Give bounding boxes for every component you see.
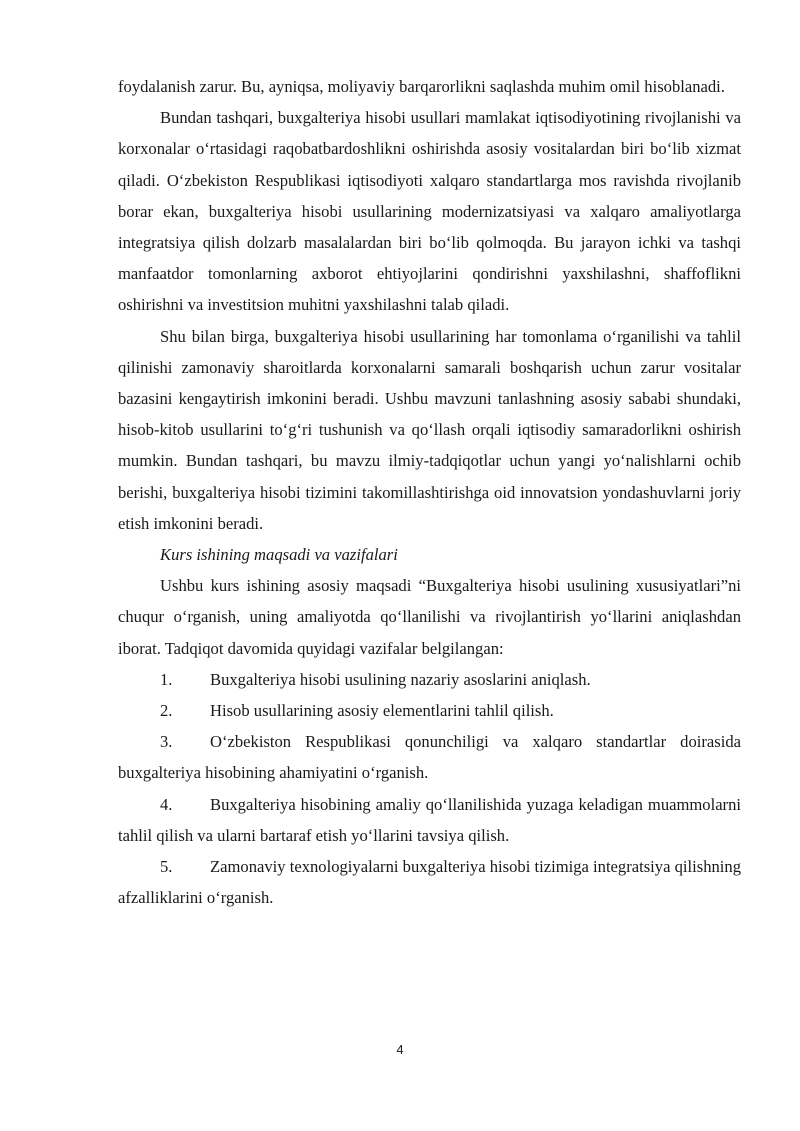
task-number: 1. <box>160 669 173 689</box>
paragraph-topic-relevance: Shu bilan birga, buxgalteriya hisobi usullarining har tomonlama o‘rganilishi va tahlil qilinishi zamonaviy sharoitlarda korxonalarni samarali boshqarish uchun zarur vositalar bazasini kengaytirish imkonini beradi. Ushbu mavzuni tanlashning asosiy sababi shundaki, hisob-kitob usullarini to‘g‘ri tushunish va qo‘llash orqali iqtisodiy samaradorlikni oshirish mumkin. Bundan tashqari, bu mavzu ilmiy-tadqiqotlar uchun yangi yo‘nalishlarni ochib berishi, buxgalteriya hisobi tizimini takomillashtirishga oid innovatsion yondashuvlarni joriy etish imkonini beradi. <box>118 326 741 533</box>
task-item-3 <box>118 726 741 788</box>
paragraph-continuation: foydalanish zarur. Bu, ayniqsa, moliyaviy barqarorlikni saqlashda muhim omil hisoblanadi. <box>118 77 725 96</box>
task-item-2 <box>118 695 741 726</box>
task-text: Hisob usullarining asosiy elementlarini tahlil qilish. <box>210 701 554 721</box>
task-text: Buxgalteriya hisobining amaliy qo‘llanilishida yuzaga keladigan muammolarni tahlil qilish va ularni bartaraf etish yo‘llarini tavsiya qilish. <box>118 794 741 845</box>
page-number: 4 <box>396 1042 404 1057</box>
section-heading: Kurs ishining maqsadi va vazifalari <box>160 545 398 565</box>
document-body <box>118 71 741 913</box>
task-number: 2. <box>160 701 173 721</box>
task-number: 5. <box>160 857 173 877</box>
task-list <box>118 664 741 914</box>
task-item-5 <box>118 851 741 913</box>
task-text: Buxgalteriya hisobi usulining nazariy asoslarini aniqlash. <box>210 669 591 689</box>
task-item-4 <box>118 789 741 851</box>
task-text: O‘zbekiston Respublikasi qonunchiligi va xalqaro standartlar doirasida buxgalteriya hisobining ahamiyatini o‘rganish. <box>118 732 741 783</box>
paragraph-goal: Ushbu kurs ishining asosiy maqsadi “Buxgalteriya hisobi usulining xususiyatlari”ni chuqur o‘rganish, uning amaliyotda qo‘llanilishi va rivojlantirish yo‘llarini aniqlashdan iborat. Tadqiqot davomida quyidagi vazifalar belgilangan: <box>118 576 741 658</box>
task-number: 4. <box>160 794 173 814</box>
paragraph-accounting-methods: Bundan tashqari, buxgalteriya hisobi usullari mamlakat iqtisodiyotining rivojlanishi va korxonalar o‘rtasidagi raqobatbardoshlikni oshirishda asosiy vositalardan biri bo‘lib xizmat qiladi. O‘zbekiston Respublikasi iqtisodiyoti xalqaro standartlarga mos ravishda rivojlanib borar ekan, buxgalteriya hisobi usullarining modernizatsiyasi va xalqaro amaliyotlarga integratsiya qilish dolzarb masalalardan biri bo‘lib qolmoqda. Bu jarayon ichki va tashqi manfaatdor tomonlarning axborot ehtiyojlarini qondirishni yaxshilashni, shaffoflikni oshirishni va investitsion muhitni yaxshilashni talab qiladi. <box>118 108 741 315</box>
task-item-1 <box>118 664 741 695</box>
task-text: Zamonaviy texnologiyalarni buxgalteriya hisobi tizimiga integratsiya qilishning afzalliklarini o‘rganish. <box>118 857 741 908</box>
task-number: 3. <box>160 732 173 752</box>
